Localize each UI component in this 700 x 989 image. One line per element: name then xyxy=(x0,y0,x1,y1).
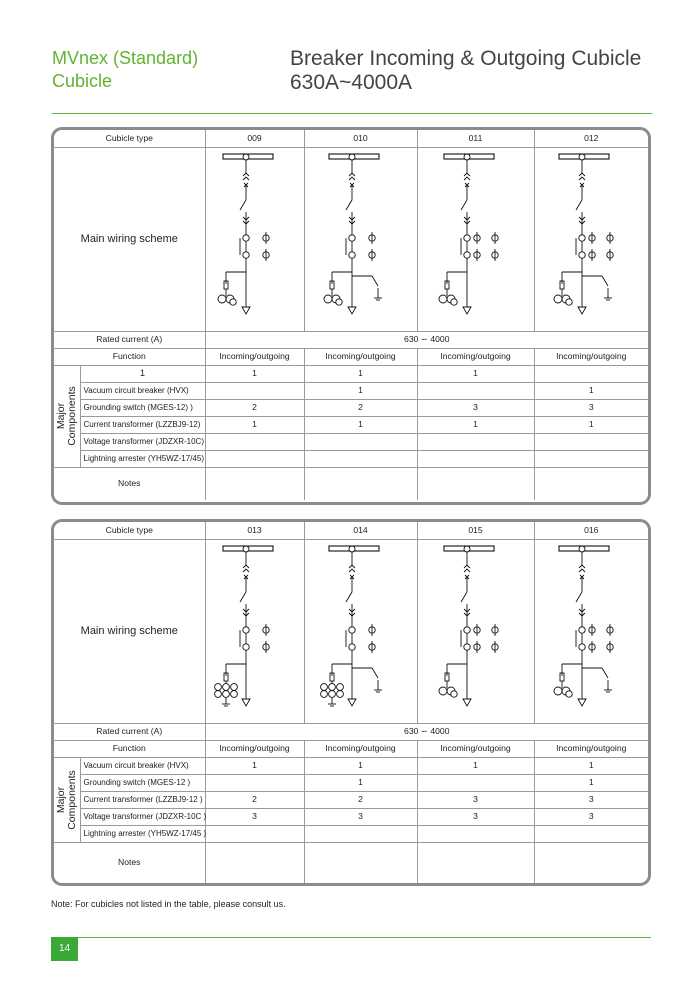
notes-cell xyxy=(417,842,534,883)
component-qty: 2 xyxy=(304,399,417,416)
voltage-transformer xyxy=(222,690,229,697)
function-value: Incoming/outgoing xyxy=(417,740,534,757)
major-components-label: Major Components xyxy=(54,757,80,842)
component-qty xyxy=(417,774,534,791)
component-qty: 1 xyxy=(304,382,417,399)
component-qty: 1 xyxy=(304,757,417,774)
component-name: Vacuum circuit breaker (HVX) xyxy=(80,757,205,774)
component-qty: 1 xyxy=(304,774,417,791)
component-qty xyxy=(417,450,534,467)
component-qty: 3 xyxy=(534,808,648,825)
cable-termination xyxy=(242,307,250,314)
major-components-label: Major Components xyxy=(54,365,80,467)
cable-termination xyxy=(578,307,586,314)
component-name: Vacuum circuit breaker (HVX) xyxy=(80,382,205,399)
component-qty: 3 xyxy=(205,808,304,825)
breaker-blade xyxy=(346,200,352,210)
voltage-transformer xyxy=(554,687,562,695)
component-qty: 3 xyxy=(417,791,534,808)
bus-node xyxy=(579,546,585,552)
voltage-transformer xyxy=(218,295,226,303)
breaker-blade xyxy=(346,592,352,602)
function-label: Function xyxy=(54,348,205,365)
plug-contact-upper xyxy=(243,565,249,572)
component-qty: 3 xyxy=(417,399,534,416)
component-name: Lightning arrester (YH5WZ-17/45 ) xyxy=(80,825,205,842)
current-transformer xyxy=(579,643,585,649)
current-transformer xyxy=(242,643,248,649)
component-qty xyxy=(205,774,304,791)
notes-cell xyxy=(534,467,648,500)
component-name: Current transformer (LZZBJ9-12) xyxy=(80,416,205,433)
voltage-transformer xyxy=(328,690,335,697)
current-transformer xyxy=(579,626,585,632)
component-qty xyxy=(534,433,648,450)
notes-label: Notes xyxy=(54,467,205,500)
component-qty: 3 xyxy=(304,808,417,825)
function-value: Incoming/outgoing xyxy=(534,348,648,365)
wiring-diagram xyxy=(205,147,304,331)
component-qty xyxy=(205,382,304,399)
voltage-transformer xyxy=(450,690,456,696)
component-qty xyxy=(417,825,534,842)
component-qty: 1 xyxy=(534,774,648,791)
bus-node xyxy=(464,154,470,160)
cubicle-code: 015 xyxy=(417,522,534,539)
bus-node xyxy=(243,546,249,552)
function-value: Incoming/outgoing xyxy=(304,740,417,757)
component-qty: 1 xyxy=(304,365,417,382)
cubicle-code: 010 xyxy=(304,130,417,147)
cubicle-code: 014 xyxy=(304,522,417,539)
cubicle-type-label: Cubicle type xyxy=(54,522,205,539)
current-transformer xyxy=(579,251,585,257)
voltage-transformer xyxy=(320,690,327,697)
cable-termination xyxy=(242,699,250,706)
voltage-transformer xyxy=(222,683,229,690)
grounding-switch-blade xyxy=(372,668,378,678)
component-name: Current transformer (LZZBJ9-12 ) xyxy=(80,791,205,808)
component-qty: 1 xyxy=(205,365,304,382)
component-name: 1 xyxy=(80,365,205,382)
wiring-diagram xyxy=(534,147,648,331)
notes-cell xyxy=(304,467,417,500)
voltage-transformer xyxy=(336,683,343,690)
voltage-transformer xyxy=(214,683,221,690)
notes-cell xyxy=(205,842,304,883)
breaker-blade xyxy=(240,592,246,602)
breaker-blade xyxy=(576,592,582,602)
component-qty: 1 xyxy=(205,757,304,774)
cubicle-code: 016 xyxy=(534,522,648,539)
bus-node xyxy=(464,546,470,552)
voltage-transformer xyxy=(335,298,341,304)
footer-rule xyxy=(78,937,651,938)
rated-current-value: 630 ∽ 4000 xyxy=(205,331,648,348)
function-value: Incoming/outgoing xyxy=(304,348,417,365)
cable-termination xyxy=(463,699,471,706)
current-transformer xyxy=(463,234,469,240)
component-qty: 1 xyxy=(304,416,417,433)
component-qty xyxy=(205,450,304,467)
current-transformer xyxy=(463,643,469,649)
voltage-transformer xyxy=(324,295,332,303)
voltage-transformer xyxy=(328,683,335,690)
component-name: Voltage transformer (JDZXR-10C) xyxy=(80,433,205,450)
component-name: Lightning arrester (YH5WZ-17/45) xyxy=(80,450,205,467)
footnote: Note: For cubicles not listed in the table, please consult us. xyxy=(51,899,286,909)
component-qty: 1 xyxy=(417,757,534,774)
plug-contact-upper xyxy=(349,565,355,572)
grounding-switch-blade xyxy=(372,276,378,286)
plug-contact-upper xyxy=(243,173,249,180)
voltage-transformer xyxy=(214,690,221,697)
component-qty xyxy=(417,382,534,399)
current-transformer xyxy=(348,251,354,257)
voltage-transformer xyxy=(439,687,447,695)
voltage-transformer xyxy=(566,690,572,696)
page-subtitle: 630A~4000A xyxy=(290,71,413,94)
bus-node xyxy=(243,154,249,160)
voltage-transformer xyxy=(566,298,572,304)
header-rule xyxy=(52,113,652,114)
cable-termination xyxy=(578,699,586,706)
current-transformer xyxy=(463,626,469,632)
component-qty: 2 xyxy=(205,791,304,808)
component-qty xyxy=(304,450,417,467)
component-qty: 1 xyxy=(534,416,648,433)
breaker-blade xyxy=(461,200,467,210)
plug-contact-upper xyxy=(464,565,470,572)
current-transformer xyxy=(463,251,469,257)
bus-node xyxy=(349,154,355,160)
component-qty xyxy=(205,433,304,450)
component-qty: 1 xyxy=(205,416,304,433)
plug-contact-upper xyxy=(349,173,355,180)
cubicle-table-2 xyxy=(51,519,651,886)
cubicle-code: 011 xyxy=(417,130,534,147)
component-qty: 2 xyxy=(205,399,304,416)
component-qty: 3 xyxy=(417,808,534,825)
cable-termination xyxy=(463,307,471,314)
bus-node xyxy=(579,154,585,160)
component-name: Grounding switch (MGES-12 ) xyxy=(80,774,205,791)
grounding-switch-blade xyxy=(602,668,608,678)
notes-label: Notes xyxy=(54,842,205,883)
current-transformer xyxy=(348,643,354,649)
component-qty xyxy=(534,365,648,382)
component-qty xyxy=(304,433,417,450)
breaker-blade xyxy=(576,200,582,210)
wiring-diagram xyxy=(304,539,417,723)
component-qty: 1 xyxy=(417,365,534,382)
component-qty: 3 xyxy=(534,399,648,416)
component-qty: 3 xyxy=(534,791,648,808)
current-transformer xyxy=(348,234,354,240)
main-wiring-label: Main wiring scheme xyxy=(54,147,205,331)
series-subtitle: Cubicle xyxy=(52,71,113,91)
voltage-transformer xyxy=(439,295,447,303)
main-wiring-label: Main wiring scheme xyxy=(54,539,205,723)
page-number: 14 xyxy=(51,937,78,961)
rated-current-value: 630 ∽ 4000 xyxy=(205,723,648,740)
voltage-transformer xyxy=(336,690,343,697)
function-value: Incoming/outgoing xyxy=(205,348,304,365)
header-right xyxy=(290,47,641,95)
component-qty: 1 xyxy=(534,382,648,399)
plug-contact-upper xyxy=(579,173,585,180)
function-value: Incoming/outgoing xyxy=(534,740,648,757)
current-transformer xyxy=(579,234,585,240)
voltage-transformer xyxy=(230,683,237,690)
page-title: Breaker Incoming & Outgoing Cubicle xyxy=(290,47,642,70)
wiring-diagram xyxy=(417,539,534,723)
voltage-transformer xyxy=(230,690,237,697)
component-qty xyxy=(534,825,648,842)
wiring-diagram xyxy=(205,539,304,723)
component-qty: 1 xyxy=(417,416,534,433)
current-transformer xyxy=(242,251,248,257)
component-name: Grounding switch (MGES-12) ) xyxy=(80,399,205,416)
breaker-blade xyxy=(240,200,246,210)
grounding-switch-blade xyxy=(602,276,608,286)
cubicle-code: 012 xyxy=(534,130,648,147)
component-qty xyxy=(304,825,417,842)
rated-current-label: Rated current (A) xyxy=(54,331,205,348)
component-name: Voltage transformer (JDZXR-10C ) xyxy=(80,808,205,825)
voltage-transformer xyxy=(320,683,327,690)
plug-contact-upper xyxy=(579,565,585,572)
cable-termination xyxy=(348,699,356,706)
header-left xyxy=(52,47,198,93)
cable-termination xyxy=(348,307,356,314)
component-qty xyxy=(534,450,648,467)
voltage-transformer xyxy=(554,295,562,303)
cubicle-code: 009 xyxy=(205,130,304,147)
wiring-diagram xyxy=(534,539,648,723)
notes-cell xyxy=(417,467,534,500)
current-transformer xyxy=(242,234,248,240)
function-label: Function xyxy=(54,740,205,757)
notes-cell xyxy=(205,467,304,500)
cubicle-table-1 xyxy=(51,127,651,505)
breaker-blade xyxy=(461,592,467,602)
component-qty xyxy=(205,825,304,842)
series-name: MVnex (Standard) xyxy=(52,48,199,68)
cubicle-type-label: Cubicle type xyxy=(54,130,205,147)
bus-node xyxy=(349,546,355,552)
rated-current-label: Rated current (A) xyxy=(54,723,205,740)
current-transformer xyxy=(348,626,354,632)
cubicle-code: 013 xyxy=(205,522,304,539)
function-value: Incoming/outgoing xyxy=(417,348,534,365)
component-qty: 2 xyxy=(304,791,417,808)
current-transformer xyxy=(242,626,248,632)
wiring-diagram xyxy=(304,147,417,331)
component-qty xyxy=(417,433,534,450)
wiring-diagram xyxy=(417,147,534,331)
component-qty: 1 xyxy=(534,757,648,774)
function-value: Incoming/outgoing xyxy=(205,740,304,757)
voltage-transformer xyxy=(229,298,235,304)
notes-cell xyxy=(534,842,648,883)
voltage-transformer xyxy=(450,298,456,304)
plug-contact-upper xyxy=(464,173,470,180)
notes-cell xyxy=(304,842,417,883)
